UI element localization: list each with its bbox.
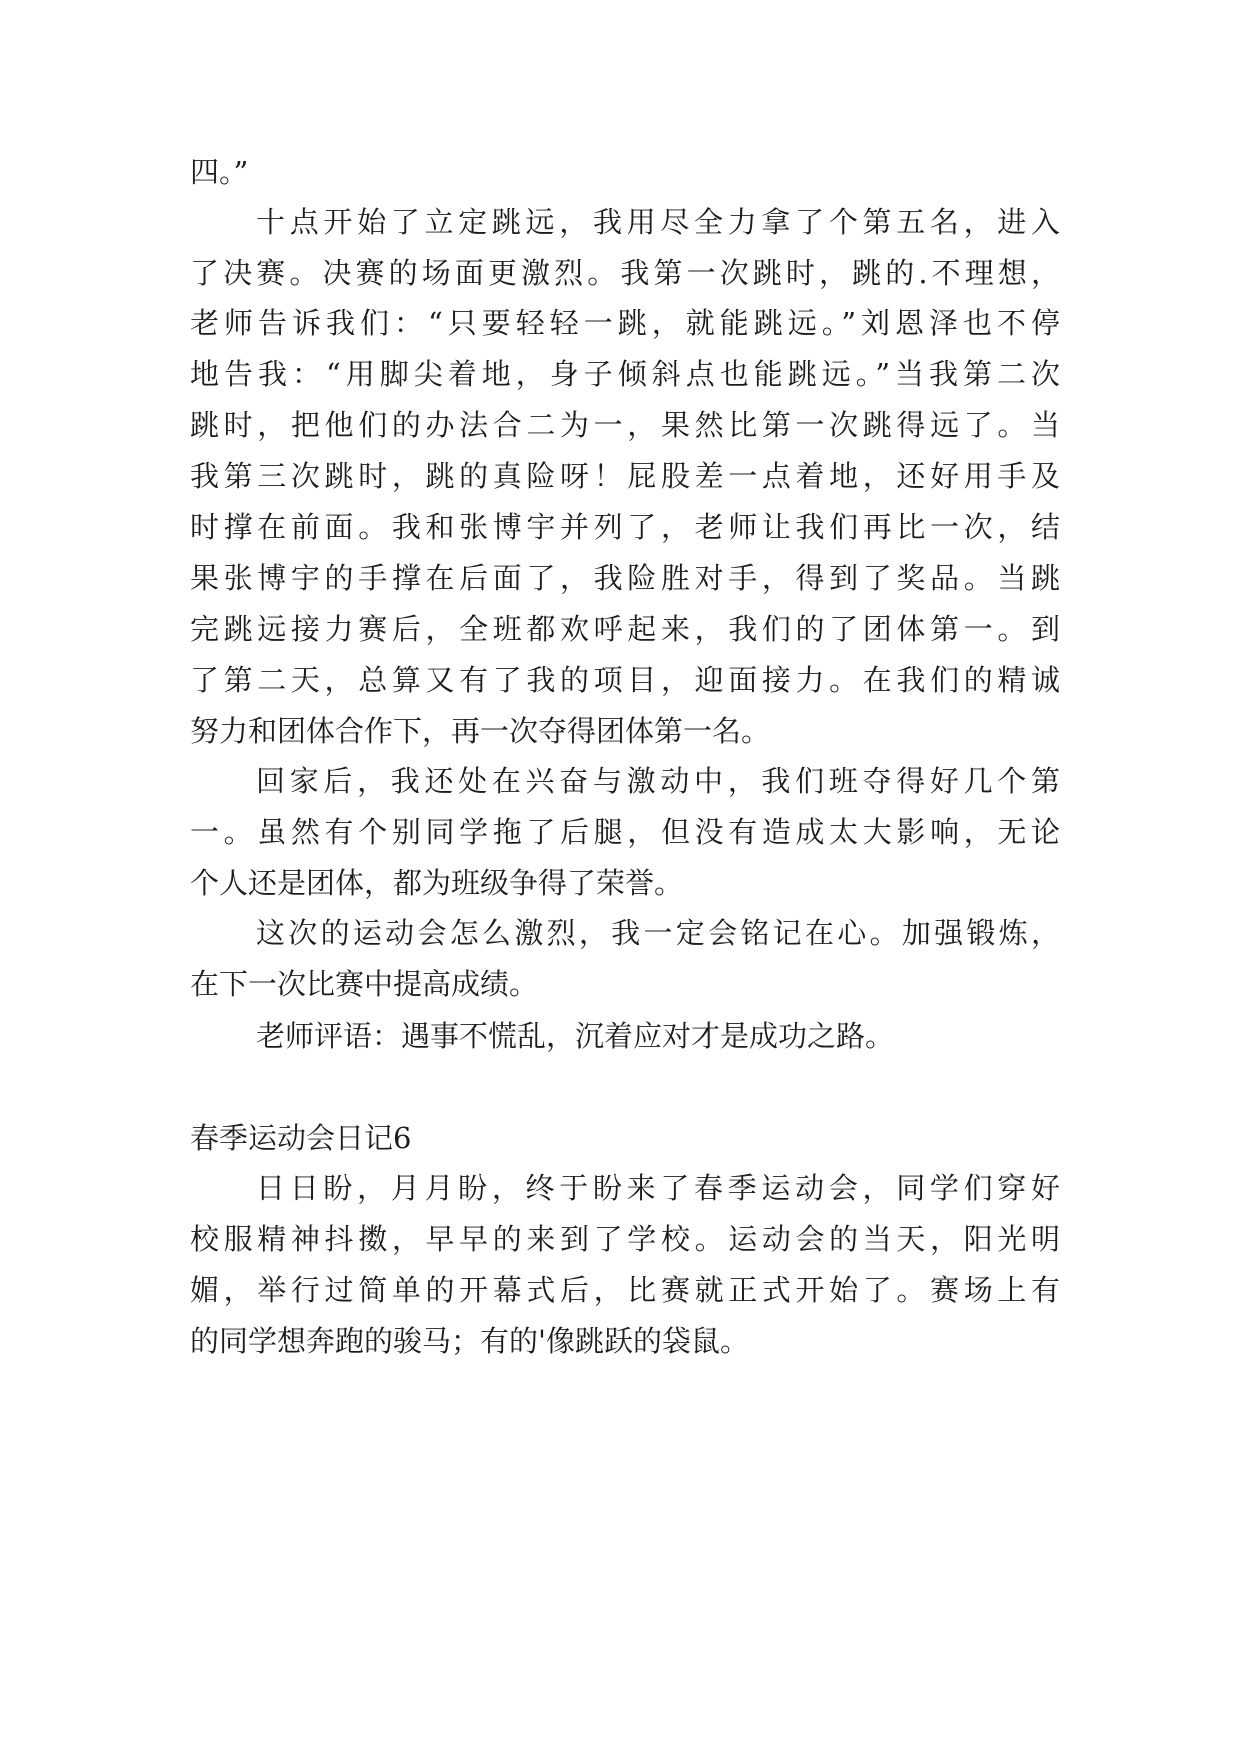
paragraph-line: 努力和团体合作下，再一次夺得团体第一名。	[190, 714, 771, 748]
paragraph-line: 校服精神抖擞，早早的来到了学校。运动会的当天，阳光明	[190, 1222, 1060, 1256]
paragraph-line: 一。虽然有个别同学拖了后腿，但没有造成太大影响，无论	[190, 815, 1060, 849]
paragraph-line: 时撑在前面。我和张博宇并列了，老师让我们再比一次，结	[190, 510, 1060, 544]
paragraph-line: 十点开始了立定跳远，我用尽全力拿了个第五名，进入	[256, 205, 1060, 239]
paragraph-line: 个人还是团体，都为班级争得了荣誉。	[190, 866, 684, 900]
paragraph-line: 媚，举行过简单的开幕式后，比赛就正式开始了。赛场上有	[190, 1273, 1060, 1307]
paragraph-line: 的同学想奔跑的骏马；有的'像跳跃的袋鼠。	[190, 1324, 749, 1358]
paragraph-line: 老师评语：遇事不慌乱，沉着应对才是成功之路。	[256, 1019, 895, 1053]
section-heading: 春季运动会日记6	[190, 1121, 412, 1155]
paragraph-line: 我第三次跳时，跳的真险呀！屁股差一点着地，还好用手及	[190, 459, 1060, 493]
paragraph-line: 了决赛。决赛的场面更激烈。我第一次跳时，跳的.不理想，	[190, 256, 1060, 290]
paragraph-line: 了第二天，总算又有了我的项目，迎面接力。在我们的精诚	[190, 663, 1060, 697]
paragraph-line: 回家后，我还处在兴奋与激动中，我们班夺得好几个第	[256, 764, 1060, 798]
paragraph-line: 果张博宇的手撑在后面了，我险胜对手，得到了奖品。当跳	[190, 561, 1060, 595]
paragraph-line: 这次的运动会怎么激烈，我一定会铭记在心。加强锻炼，	[256, 916, 1060, 950]
paragraph-line: 日日盼，月月盼，终于盼来了春季运动会，同学们穿好	[256, 1171, 1060, 1205]
paragraph-line: 老师告诉我们：“只要轻轻一跳，就能跳远。”刘恩泽也不停	[190, 306, 1060, 340]
paragraph-line: 四。”	[190, 155, 249, 189]
paragraph-line: 完跳远接力赛后，全班都欢呼起来，我们的了团体第一。到	[190, 612, 1060, 646]
paragraph-line: 地告我：“用脚尖着地，身子倾斜点也能跳远。”当我第二次	[190, 357, 1060, 391]
paragraph-line: 在下一次比赛中提高成绩。	[190, 967, 539, 1001]
paragraph-line: 跳时，把他们的办法合二为一，果然比第一次跳得远了。当	[190, 408, 1060, 442]
